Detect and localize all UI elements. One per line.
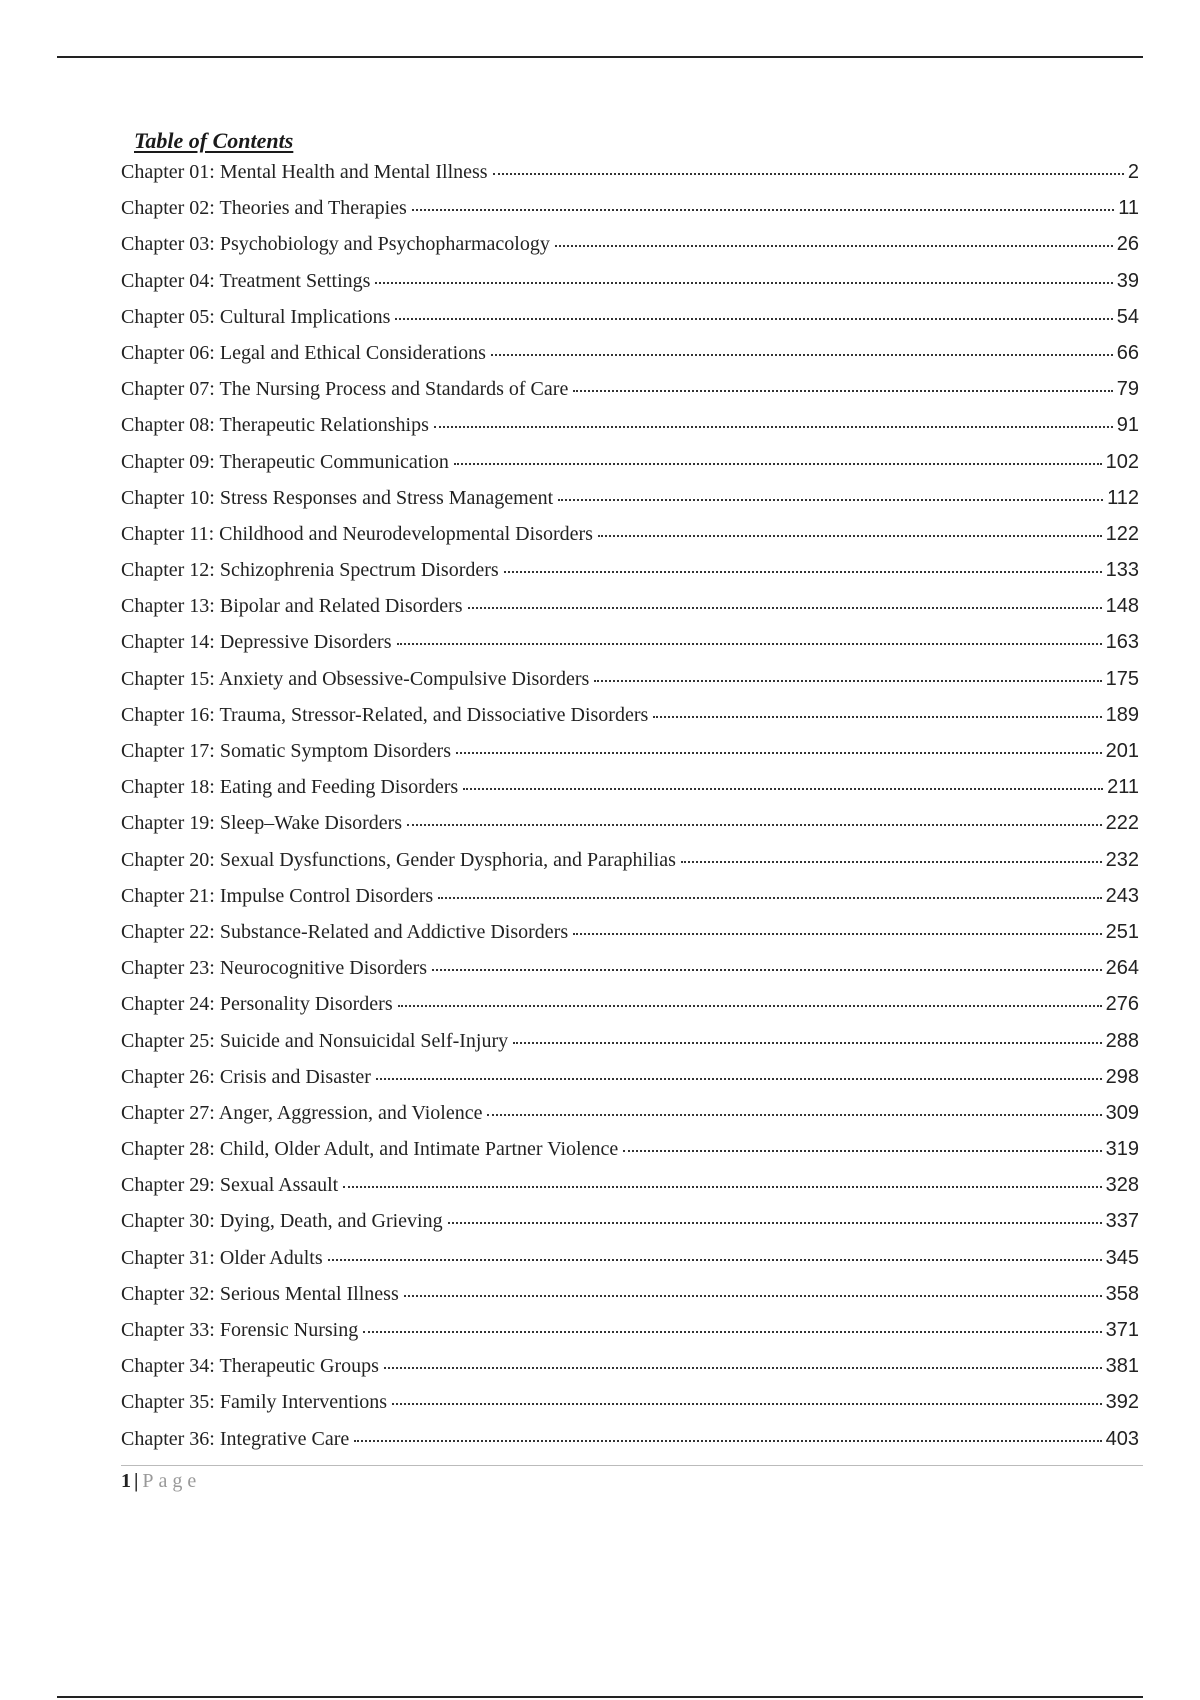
toc-entry-page: 79 [1116,378,1139,401]
toc-entry-label: Chapter 33: Forensic Nursing [121,1319,359,1341]
toc-entry[interactable] [121,805,1139,841]
toc-entry[interactable] [121,986,1139,1022]
footer-page-number: 1 [121,1470,131,1492]
toc-entry-page: 288 [1105,1029,1139,1052]
toc-dot-leader [468,607,1102,609]
toc-entry-page: 39 [1116,269,1139,292]
toc-entry-page: 337 [1105,1210,1139,1233]
toc-entry-page: 122 [1105,522,1139,545]
toc-entry-label: Chapter 21: Impulse Control Disorders [121,884,434,907]
toc-entry-label: Chapter 23: Neurocognitive Disorders [121,957,428,980]
toc-entry-page: 276 [1105,993,1139,1016]
toc-entry-page: 243 [1105,884,1139,907]
toc-entry[interactable] [121,661,1139,697]
toc-entry-label: Chapter 12: Schizophrenia Spectrum Disorders [121,559,499,582]
toc-dot-leader [407,824,1102,826]
toc-entry-label: Chapter 02: Theories and Therapies [121,197,407,220]
toc-entry-label: Chapter 09: Therapeutic Communication [121,450,449,473]
toc-dot-leader [487,1114,1101,1116]
toc-entry-page: 309 [1105,1101,1139,1124]
toc-entry[interactable] [121,1131,1139,1167]
toc-dot-leader [558,499,1103,501]
toc-entry[interactable] [121,1023,1139,1059]
toc-entry-page: 175 [1105,667,1139,690]
toc-dot-leader [653,716,1101,718]
footer-page-label: Page [142,1470,202,1492]
toc-entry-page: 371 [1105,1319,1139,1341]
toc-entry[interactable] [121,1095,1139,1131]
toc-entry-page: 201 [1105,740,1139,762]
toc-dot-leader [432,969,1102,971]
toc-dot-leader [376,1078,1102,1080]
toc-entry[interactable] [121,769,1139,805]
toc-dot-leader [375,282,1112,284]
toc-entry-label: Chapter 19: Sleep–Wake Disorders [121,812,403,835]
toc-dot-leader [354,1440,1101,1442]
toc-entry-page: 2 [1127,161,1139,183]
toc-entry-label: Chapter 06: Legal and Ethical Considerations [121,341,486,364]
toc-entry-page: 403 [1105,1427,1139,1450]
page-footer [121,1470,201,1493]
toc-entry-label: Chapter 28: Child, Older Adult, and Intimate Partner Violence [121,1138,619,1161]
toc-dot-leader [594,680,1101,682]
toc-entry[interactable] [121,624,1139,660]
toc-dot-leader [456,752,1102,754]
toc-entry-label: Chapter 26: Crisis and Disaster [121,1065,371,1088]
toc-entry[interactable] [121,878,1139,914]
toc-entry-page: 189 [1105,703,1139,726]
toc-entry-label: Chapter 32: Serious Mental Illness [121,1282,399,1305]
toc-entry[interactable] [121,914,1139,950]
toc-dot-leader [438,897,1101,899]
toc-dot-leader [398,1005,1102,1007]
toc-dot-leader [397,643,1102,645]
toc-entry[interactable] [121,335,1139,371]
toc-entry-label: Chapter 16: Trauma, Stressor-Related, and Dissociative Disorders [121,703,649,726]
top-rule [57,56,1143,58]
toc-title: Table of Contents [134,128,294,153]
toc-dot-leader [412,209,1114,211]
toc-entry[interactable] [121,842,1139,878]
toc-entry-page: 54 [1116,305,1139,328]
footer-separator: | [134,1470,139,1492]
bottom-rule [57,1696,1143,1698]
toc-entry-label: Chapter 13: Bipolar and Related Disorders [121,595,463,618]
toc-entry[interactable] [121,154,1139,190]
toc-dot-leader [363,1331,1101,1333]
toc-entry[interactable] [121,1276,1139,1312]
toc-entry-page: 392 [1105,1391,1139,1414]
toc-dot-leader [555,245,1113,247]
toc-entry-label: Chapter 22: Substance-Related and Addictive Disorders [121,920,569,943]
toc-dot-leader [493,173,1124,175]
toc-entry-label: Chapter 36: Integrative Care [121,1427,350,1450]
toc-entry-page: 222 [1105,812,1139,835]
toc-entry-page: 345 [1105,1246,1139,1269]
toc-dot-leader [573,933,1102,935]
toc-entry-label: Chapter 07: The Nursing Process and Standards of Care [121,378,569,401]
toc-dot-leader [454,463,1102,465]
footer-rule [121,1465,1143,1466]
toc-dot-leader [343,1186,1101,1188]
toc-entry[interactable] [121,407,1139,443]
toc-entry-label: Chapter 15: Anxiety and Obsessive-Compulsive Disorders [121,667,590,690]
toc-entry[interactable] [121,1059,1139,1095]
toc-entry[interactable] [121,1348,1139,1384]
toc-entry-label: Chapter 01: Mental Health and Mental Illness [121,161,488,183]
toc-entry[interactable] [121,190,1139,226]
toc-dot-leader [598,535,1102,537]
toc-list [121,154,1139,1457]
toc-entry[interactable] [121,1384,1139,1420]
toc-dot-leader [395,318,1112,320]
toc-entry-label: Chapter 30: Dying, Death, and Grieving [121,1210,443,1233]
toc-entry-page: 298 [1105,1065,1139,1088]
toc-entry-page: 328 [1105,1174,1139,1197]
toc-entry-label: Chapter 11: Childhood and Neurodevelopmental Disorders [121,522,593,545]
toc-entry-label: Chapter 25: Suicide and Nonsuicidal Self-Injury [121,1029,509,1052]
toc-dot-leader [463,788,1103,790]
toc-entry-page: 381 [1105,1355,1139,1378]
toc-entry-page: 91 [1116,414,1139,437]
toc-dot-leader [434,426,1113,428]
toc-entry[interactable] [121,1312,1139,1348]
toc-entry[interactable] [121,299,1139,335]
toc-entry-page: 148 [1105,595,1139,618]
toc-entry-page: 11 [1118,197,1139,220]
toc-entry[interactable] [121,697,1139,733]
toc-entry-label: Chapter 05: Cultural Implications [121,305,391,328]
toc-entry-label: Chapter 29: Sexual Assault [121,1174,339,1197]
toc-entry-page: 264 [1105,957,1139,980]
toc-entry-label: Chapter 20: Sexual Dysfunctions, Gender Dysphoria, and Paraphilias [121,848,676,871]
toc-dot-leader [513,1042,1101,1044]
toc-entry[interactable] [121,263,1139,299]
toc-entry-page: 163 [1105,631,1139,654]
toc-entry[interactable] [121,480,1139,516]
toc-entry-page: 251 [1105,920,1139,943]
toc-entry-label: Chapter 34: Therapeutic Groups [121,1355,379,1378]
toc-entry-page: 26 [1116,233,1139,256]
toc-dot-leader [448,1222,1102,1224]
toc-entry-page: 358 [1105,1282,1139,1305]
toc-dot-leader [404,1295,1102,1297]
toc-entry[interactable] [121,226,1139,262]
toc-entry-page: 112 [1107,486,1139,509]
toc-dot-leader [573,390,1112,392]
toc-entry-label: Chapter 27: Anger, Aggression, and Violence [121,1101,483,1124]
toc-entry-page: 133 [1105,559,1139,582]
toc-entry-label: Chapter 31: Older Adults [121,1246,323,1269]
toc-entry-label: Chapter 10: Stress Responses and Stress Management [121,486,554,509]
toc-entry[interactable] [121,1203,1139,1239]
toc-entry[interactable] [121,733,1139,769]
toc-dot-leader [681,861,1102,863]
toc-entry-page: 211 [1107,776,1139,799]
toc-dot-leader [623,1150,1101,1152]
toc-entry-label: Chapter 24: Personality Disorders [121,993,393,1016]
toc-entry-label: Chapter 14: Depressive Disorders [121,631,392,654]
toc-entry-label: Chapter 35: Family Interventions [121,1391,388,1414]
toc-entry-page: 102 [1105,450,1139,473]
toc-dot-leader [328,1259,1102,1261]
toc-entry-page: 66 [1116,341,1139,364]
toc-entry-page: 319 [1105,1138,1139,1161]
toc-dot-leader [384,1367,1102,1369]
toc-entry[interactable] [121,1240,1139,1276]
toc-entry-page: 232 [1105,848,1139,871]
toc-entry-label: Chapter 18: Eating and Feeding Disorders [121,776,459,799]
toc-entry[interactable] [121,444,1139,480]
toc-entry[interactable] [121,1167,1139,1203]
toc-dot-leader [392,1403,1102,1405]
toc-entry[interactable] [121,950,1139,986]
toc-entry[interactable] [121,516,1139,552]
toc-entry[interactable] [121,588,1139,624]
toc-dot-leader [491,354,1113,356]
toc-entry-label: Chapter 08: Therapeutic Relationships [121,414,429,437]
toc-entry-label: Chapter 04: Treatment Settings [121,269,371,292]
toc-entry-label: Chapter 17: Somatic Symptom Disorders [121,740,451,762]
toc-entry[interactable] [121,552,1139,588]
toc-dot-leader [504,571,1102,573]
toc-entry-label: Chapter 03: Psychobiology and Psychopharmacology [121,233,550,256]
toc-entry[interactable] [121,371,1139,407]
toc-entry[interactable] [121,1421,1139,1457]
